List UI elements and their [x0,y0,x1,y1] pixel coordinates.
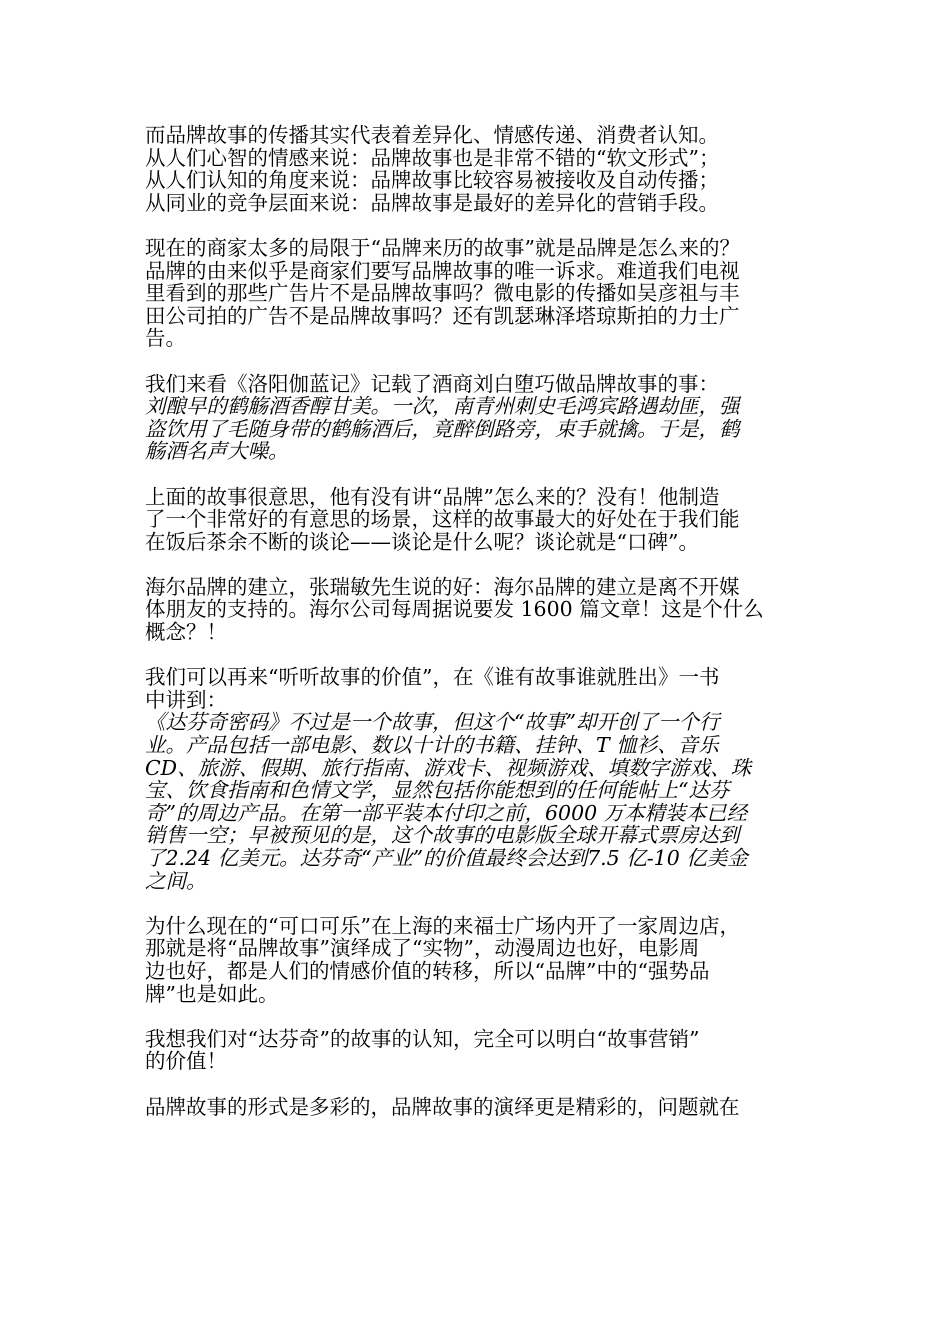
quote-line: 刘酿早的鹤觞酒香醇甘美。一次，南青州刺史毛鸿宾路遇劫匪，强 [145,394,740,419]
text-line: 了一个非常好的有意思的场景，这样的故事最大的好处在于我们能 [145,507,740,532]
text-line: 中讲到： [145,687,227,712]
text-line: 概念？！ [145,620,227,645]
text-line: 品牌的由来似乎是商家们要写品牌故事的唯一诉求。难道我们电视 [145,258,740,283]
text-line: 从人们认知的角度来说：品牌故事比较容易被接收及自动传播； [145,168,719,193]
text-line: 上面的故事很意思，他有没有讲“品牌”怎么来的？没有！他制造 [145,484,720,509]
text-line: 那就是将“品牌故事”演绎成了“实物”，动漫周边也好，电影周 [145,936,700,961]
paragraph-coca-cola [145,915,817,1005]
text-line: 我想我们对“达芬奇”的故事的认知，完全可以明白“故事营销” [145,1026,700,1051]
text-line: 的价值！ [145,1049,227,1074]
paragraph-da-vinci-code [145,666,817,892]
text-line: 在饭后茶余不断的谈论——谈论是什么呢？谈论就是“口碑”。 [145,529,699,554]
document-body [145,124,817,1141]
paragraph-brand-story-intro [145,124,817,214]
text-line: 告。 [145,326,186,351]
text-line: 海尔品牌的建立，张瑞敏先生说的好：海尔品牌的建立是离不开媒 [145,574,740,599]
text-line: 我们来看《洛阳伽蓝记》记载了酒商刘白堕巧做品牌故事的事： [145,371,719,396]
quote-line: CD、旅游、假期、旅行指南、游戏卡、视频游戏、填数字游戏、珠 [145,755,752,780]
text-line: 边也好，都是人们的情感价值的转移，所以“品牌”中的“强势品 [145,958,710,983]
paragraph-merchant-limits [145,237,817,350]
quote-line: 宝、饮食指南和色情文学，显然包括你能想到的任何能帖上“达芬 [145,778,730,803]
quote-line: 觞酒名声大噪。 [145,439,289,464]
text-line: 体朋友的支持的。海尔公司每周据说要发 1600 篇文章！这是个什么 [145,597,764,622]
text-line: 品牌故事的形式是多彩的，品牌故事的演绎更是精彩的，问题就在 [145,1094,740,1119]
quote-line: 了2.24 亿美元。达芬奇“产业”的价值最终会达到7.5 亿-10 亿美金 [145,846,748,870]
quote-line: 奇”的周边产品。在第一部平装本付印之前，6000 万本精装本已经 [145,800,748,825]
quote-line: 业。产品包括一部电影、数以十计的书籍、挂钟、T 恤衫、音乐 [145,733,719,758]
text-line: 田公司拍的广告不是品牌故事吗？还有凯瑟琳泽塔琼斯拍的力士广 [145,303,740,328]
quote-line: 之间。 [145,868,207,893]
text-line: 牌”也是如此。 [145,981,279,1006]
text-line: 从人们心智的情感来说：品牌故事也是非常不错的“软文形式”； [145,145,720,170]
quote-line: 盗饮用了毛随身带的鹤觞酒后，竟醉倒路旁，束手就擒。于是，鹤 [145,416,740,441]
paragraph-story-forms [145,1096,817,1119]
text-line: 现在的商家太多的局限于“品牌来历的故事”就是品牌是怎么来的？ [145,235,740,260]
quote-line: 《达芬奇密码》不过是一个故事，但这个“故事”却开创了一个行 [145,710,720,735]
paragraph-story-marketing-value [145,1028,817,1073]
text-line: 从同业的竞争层面来说：品牌故事是最好的差异化的营销手段。 [145,190,719,215]
paragraph-luoyang-story [145,373,817,463]
text-line: 里看到的那些广告片不是品牌故事吗？微电影的传播如吴彦祖与丰 [145,281,740,306]
text-line: 而品牌故事的传播其实代表着差异化、情感传递、消费者认知。 [145,123,719,147]
text-line: 我们可以再来“听听故事的价值”，在《谁有故事谁就胜出》一书 [145,665,720,690]
paragraph-haier [145,576,817,644]
text-line: 为什么现在的“可口可乐”在上海的来福士广场内开了一家周边店， [145,913,740,938]
quote-line: 销售一空；早被预见的是，这个故事的电影版全球开幕式票房达到 [145,823,740,848]
paragraph-word-of-mouth [145,486,817,554]
